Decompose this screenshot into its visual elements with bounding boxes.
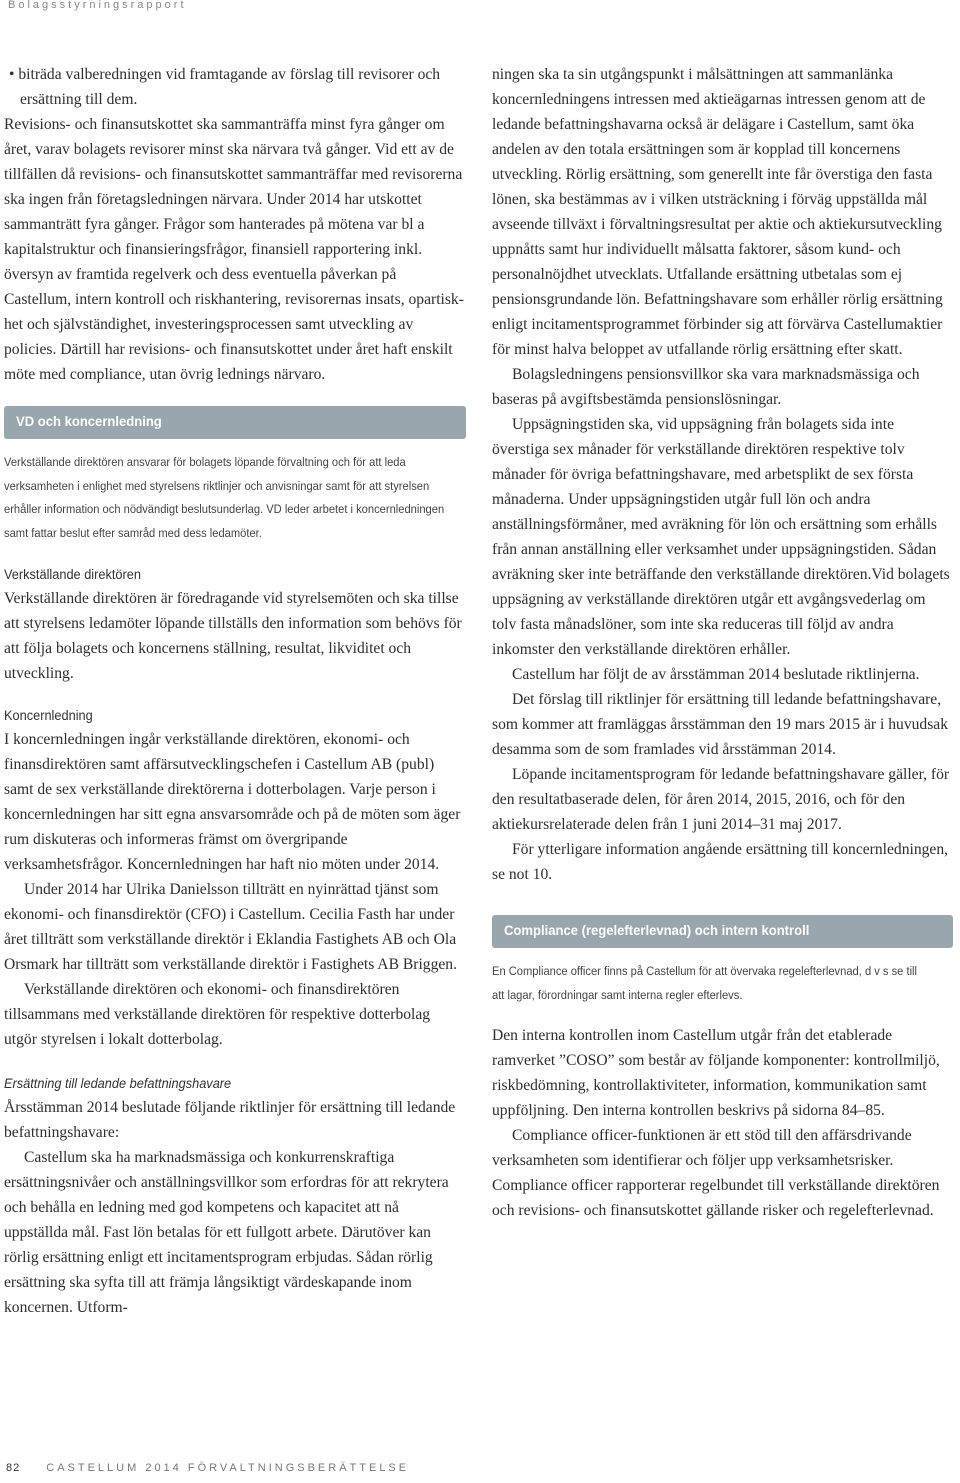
section-heading-vd: VD och koncernledning xyxy=(4,406,466,439)
compliance-intro: En Compliance officer finns på Castellum för att övervaka regelefterlevnad, d v s se till att lagar, förordningar samt interna regler efterlevs. xyxy=(492,964,917,1002)
incentive-paragraph: Löpande incitamentsprogram för ledande befattningshavare gäller, för den resultatbaserade delen, för åren 2014, 2015, 2016, och för den aktiekursrelaterade delen från 1 juni 2014–31 maj 2017. xyxy=(492,766,950,833)
management-paragraph: I koncernledningen ingår verkställande direktören, ekonomi- och finansdirektören samt affärsutvecklingschefen i Castellum AB (publ) samt de sex verkställande direktörerna i dotterbolagen. Varje person i koncernledningen har sitt egna ansvarsområde och på de möten som äger rum diskuteras och informeras främst om övergripande verksamhetsfrågor. Koncernledningen har haft nio möten under 2014. xyxy=(4,731,461,873)
reference-paragraph: För ytterligare information angående ersättning till koncernledningen, se not 10. xyxy=(492,841,949,883)
compensation-heading: Ersättning till ledande befattningshavare xyxy=(4,1076,232,1092)
page-footer xyxy=(0,1462,409,1474)
internal-control-paragraph: Den interna kontrollen inom Castellum utgår från det etablerade ramverket ”COSO” som består av följande komponenter: kontrollmiljö, riskbedömning, kontrollaktiviteter, information, kommunikation samt uppföljning. Den interna kontrollen beskrivs på sidorna 84–85. xyxy=(492,1027,940,1119)
bullet-item: • biträda valberedningen vid framtagande av förslag till revisorer och ersättning till dem. xyxy=(9,66,441,108)
audit-committee-paragraph: Revisions- och finansutskottet ska sammanträffa minst fyra gånger om året, varav bolagets revisorer minst ska närvara två gånger. Vid ett av de tillfällen då revisions- och finansutskottet sammanträffar med revisorerna ska ingen från företagsledningen närvara. Under 2014 har utskottet sammanträtt fyra gånger. Frågor som hanterades på mötena var bl a kapitalstruktur och finansieringsfrågor, finansiell rapportering inkl. översyn av framtida regelverk och dess eventuella påverkan på Castellum, intern kontroll och riskhantering, revisorernas insats, opartiskhet och självständighet, investeringsprocessen samt utveckling av policies. Därtill har revisions- och finansutskottet under året haft enskilt möte med compliance, utan övrig lednings närvaro. xyxy=(4,116,464,383)
compensation-paragraph: Årsstämman 2014 beslutade följande riktlinjer för ersättning till ledande befattningshavare: xyxy=(4,1099,456,1141)
right-column xyxy=(492,62,953,1223)
ceo-paragraph: Verkställande direktören är föredragande vid styrelsemöten och ska tillse att styrelsens ledamöter löpande tillställs den information som behövs för att följa bolagets och koncernens ställning, resultat, likviditet och utveckling. xyxy=(4,590,462,682)
notice-paragraph: Uppsägningstiden ska, vid uppsägning från bolagets sida inte överstiga sex månader för verkställande direktören respektive tolv månader för övriga befattningshavare, med arbetsplikt de sex första månaderna. Under uppsägningstiden utgår full lön och andra anställningsförmåner, med avräkning för lön och ersättning som erhålls från annan anställning eller verksamhet under uppsägningstiden. Sådan avräkning sker inte beträffande den verkställande direktören.Vid bolagets uppsägning av verkställande direktören utgår ett avgångsvederlag om tolv fasta månadslöner, som inte ska reduceras till följd av andra inkomster den verkställande direktören erhåller. xyxy=(492,416,950,658)
compensation-continued: ningen ska ta sin utgångspunkt i målsättningen att sammanlänka koncernledningens intressen med aktieägarnas intressen genom att de ledande befattningshavarna också är delägare i Castellum, samt öka andelen av den totala ersättningen som är kopplad till koncernens utveckling. Rörlig ersättning, som generellt inte får överstiga den fasta lönen, ska bestämmas av i vilken utsträckning i förväg uppställda mål avseende tillväxt i förvaltningsresultat per aktie och aktiekursutveckling uppnåtts samt hur individuellt målsatta faktorer, såsom kund- och personalnöjdhet utvecklats. Utfallande ersättning utbetalas som ej pensionsgrundande lön. Befattningshavare som erhåller rörlig ersättning enligt incitamentsprogrammet förbinder sig att förvärva Castellumaktier för minst halva beloppet av utfallande rörlig ersättning efter skatt. xyxy=(492,66,943,358)
page-number: 82 xyxy=(6,1462,21,1474)
management-heading: Koncernledning xyxy=(4,708,93,724)
proposal-paragraph: Det förslag till riktlinjer för ersättning till ledande befattningshavare, som kommer att framläggas årsstämman den 19 mars 2015 är i huvudsak desamma som de som framlades vid årsstämman 2014. xyxy=(492,691,949,758)
vd-intro: Verkställande direktören ansvarar för bolagets löpande förvaltning och för att leda verksamheten i enlighet med styrelsens riktlinjer och anvisningar samt för att styrelsen erhåller information och nödvändigt beslutsunderlag. VD leder arbetet i koncernledningen samt fattar beslut efter samråd med dess ledamöter. xyxy=(4,455,445,540)
section-heading-compliance: Compliance (regelefterlevnad) och intern kontroll xyxy=(492,915,953,948)
ceo-heading: Verkställande direktören xyxy=(4,567,141,583)
management-paragraph: Verkställande direktören och ekonomi- och finansdirektören tillsammans med verkställande direktören för respektive dotterbolag utgör styrelsen i lokalt dotterbolag. xyxy=(4,981,431,1048)
bullet-text: biträda valberedningen vid framtagande av förslag till revisorer och ersättning till dem. xyxy=(18,66,441,108)
publication-title: CASTELLUM 2014 FÖRVALTNINGSBERÄTTELSE xyxy=(46,1462,410,1474)
compensation-paragraph: Castellum ska ha marknadsmässiga och konkurrenskraftiga ersättningsnivåer och anställningsvillkor som erfordras för att rekrytera och behålla en ledning med god kompetens och kapacitet att nå uppställda mål. Fast lön betalas för ett fullgott arbete. Därutöver kan rörlig ersättning enligt ett incitamentsprogram erbjudas. Sådan rörlig ersättning ska syfta till att främja långsiktigt värdeskapande inom koncernen. Utform- xyxy=(4,1149,449,1316)
compliance-officer-paragraph: Compliance officer-funktionen är ett stöd till den affärsdrivande verksamheten som identifierar och följer upp verksamhetsrisker. Compliance officer rapporterar regelbundet till verkställande direktören och revisions- och finansutskottet gällande risker och regelefterlevnad. xyxy=(492,1127,940,1219)
guidelines-paragraph: Castellum har följt de av årsstämman 2014 beslutade riktlinjerna. xyxy=(512,666,920,683)
left-column xyxy=(4,62,466,1320)
management-paragraph: Under 2014 har Ulrika Danielsson tillträtt en nyinrättad tjänst som ekonomi- och finansdirektör (CFO) i Castellum. Cecilia Fasth har under året tillträtt som verkställande direktör i Eklandia Fastighets AB och Ola Orsmark har tillträtt som verkställande direktör i Fastighets AB Briggen. xyxy=(4,881,458,973)
pension-paragraph: Bolagsledningens pensionsvillkor ska vara marknadsmässiga och baseras på avgiftsbestämda pensionslösningar. xyxy=(492,366,920,408)
running-head: Bolagsstyrningsrapport xyxy=(8,0,187,11)
